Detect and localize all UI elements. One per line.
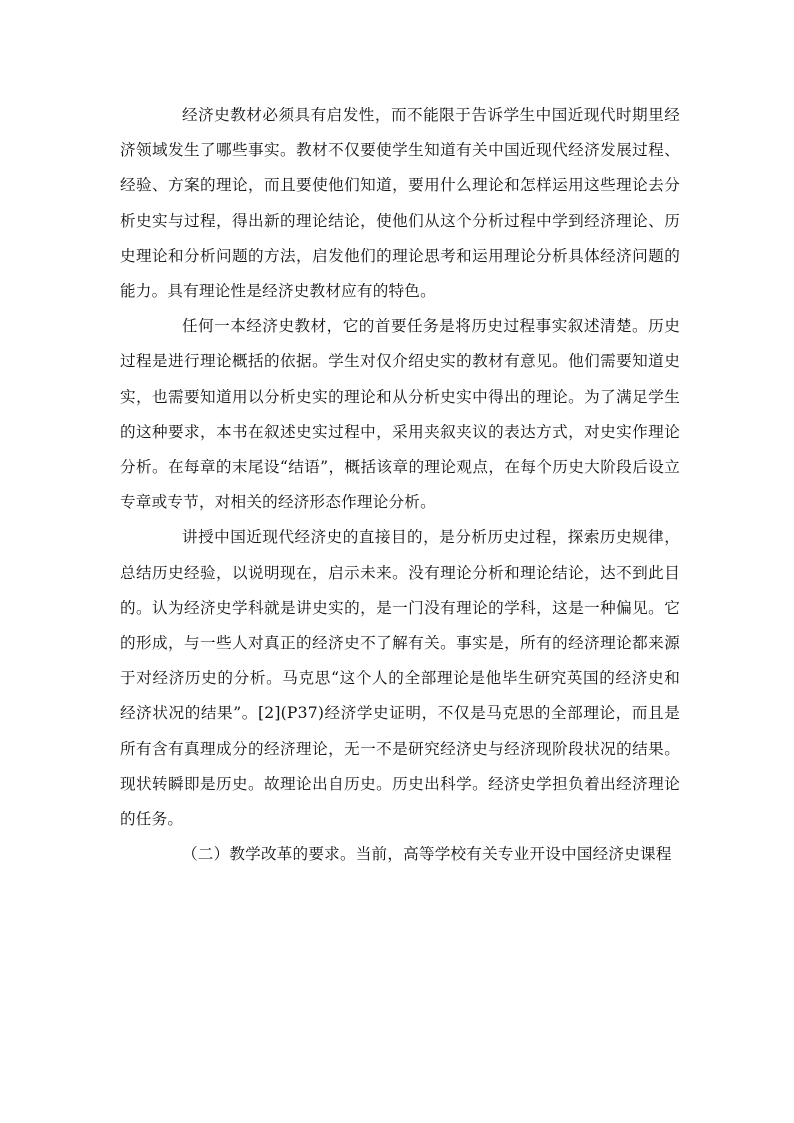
body-text (120, 98, 680, 872)
paragraph-2: 任何一本经济史教材，它的首要任务是将历史过程事实叙述清楚。历史过程是进行理论概括的依据。学生对仅介绍史实的教材有意见。他们需要知道史实，也需要知道用以分析史实的理论和从分析史实中得出的理论。为了满足学生的这种要求，本书在叙述史实过程中，采用夹叙夹议的表达方式，对史实作理论分析。在每章的末尾设“结语”，概括该章的理论观点，在每个历史大阶段后设立专章或专节，对相关的经济形态作理论分析。 (120, 317, 680, 512)
paragraph-4-section-heading: （二）教学改革的要求。当前，高等学校有关专业开设中国经济史课程 (182, 845, 672, 864)
paragraph-3: 讲授中国近现代经济史的直接目的，是分析历史过程，探索历史规律，总结历史经验，以说明现在，启示未来。没有理论分析和理论结论，达不到此目的。认为经济史学科就是讲史实的，是一门没有理论的学科，这是一种偏见。它的形成，与一些人对真正的经济史不了解有关。事实是，所有的经济理论都来源于对经济历史的分析。马克思“这个人的全部理论是他毕生研究英国的经济史和经济状况的结果”。[2](P37)经济学史证明，不仅是马克思的全部理论，而且是所有含有真理成分的经济理论，无一不是研究经济史与经济现阶段状况的结果。现状转瞬即是历史。故理论出自历史。历史出科学。经济史学担负着出经济理论的任务。 (120, 528, 680, 829)
paragraph-1: 经济史教材必须具有启发性，而不能限于告诉学生中国近现代时期里经济领域发生了哪些事实。教材不仅要使学生知道有关中国近现代经济发展过程、经验、方案的理论，而且要使他们知道，要用什么理论和怎样运用这些理论去分析史实与过程，得出新的理论结论，使他们从这个分析过程中学到经济理论、历史理论和分析问题的方法，启发他们的理论思考和运用理论分析具体经济问题的能力。具有理论性是经济史教材应有的特色。 (120, 106, 680, 301)
